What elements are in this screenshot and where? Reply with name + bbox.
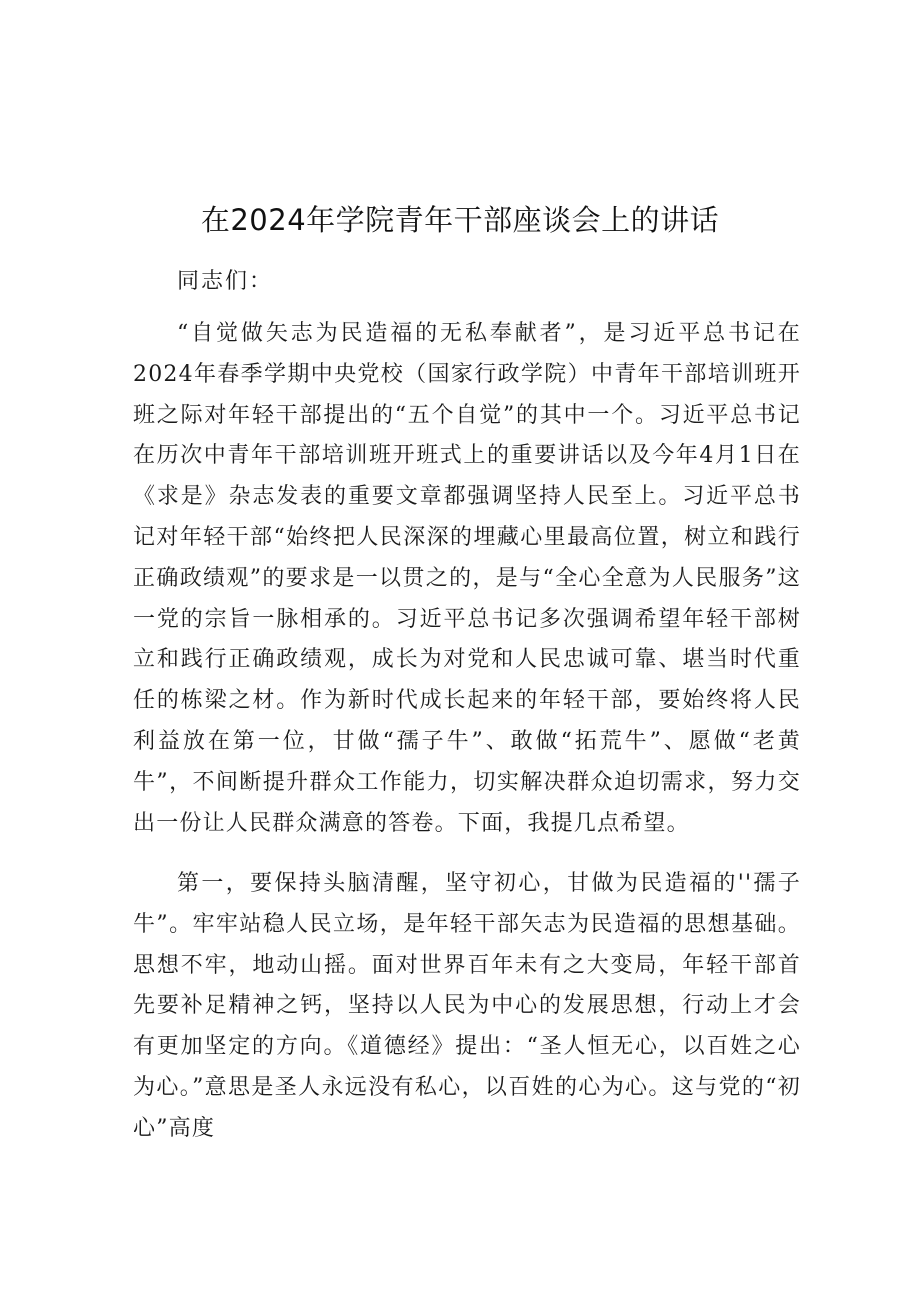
paragraph-first-point: 第一，要保持头脑清醒，坚守初心，甘做为民造福的''孺子牛”。牢牢站稳人民立场，是年轻干部矢志为民造福的思想基础。思想不牢，地动山摇。面对世界百年未有之大变局，年轻干部首先要补足精神之钙，坚持以人民为中心的发展思想，行动上才会有更加坚定的方向。《道德经》提出：“圣人恒无心，以百姓之心为心。”意思是圣人永远没有私心，以百姓的心为心。这与党的“初心”高度: [133, 871, 801, 1141]
salutation: 同志们：: [177, 269, 274, 294]
document-title: 在2024年学院青年干部座谈会上的讲话: [200, 203, 720, 237]
paragraph-intro: “自觉做矢志为民造福的无私奉献者”，是习近平总书记在2024年春季学期中央党校（国家行政学院）中青年干部培训班开班之际对年轻干部提出的“五个自觉”的其中一个。习近平总书记在历次中青年干部培训班开班式上的重要讲话以及今年4月1日在《求是》杂志发表的重要文章都强调坚持人民至上。习近平总书记对年轻干部“始终把人民深深的埋藏心里最高位置，树立和践行正确政绩观”的要求是一以贯之的，是与“全心全意为人民服务”这一党的宗旨一脉相承的。习近平总书记多次强调希望年轻干部树立和践行正确政绩观，成长为对党和人民忠诚可靠、堪当时代重任的栋梁之材。作为新时代成长起来的年轻干部，要始终将人民利益放在第一位，甘做“孺子牛”、敢做“拓荒牛”、愿做“老黄牛”，不间断提升群众工作能力，切实解决群众迫切需求，努力交出一份让人民群众满意的答卷。下面，我提几点希望。: [133, 321, 801, 836]
